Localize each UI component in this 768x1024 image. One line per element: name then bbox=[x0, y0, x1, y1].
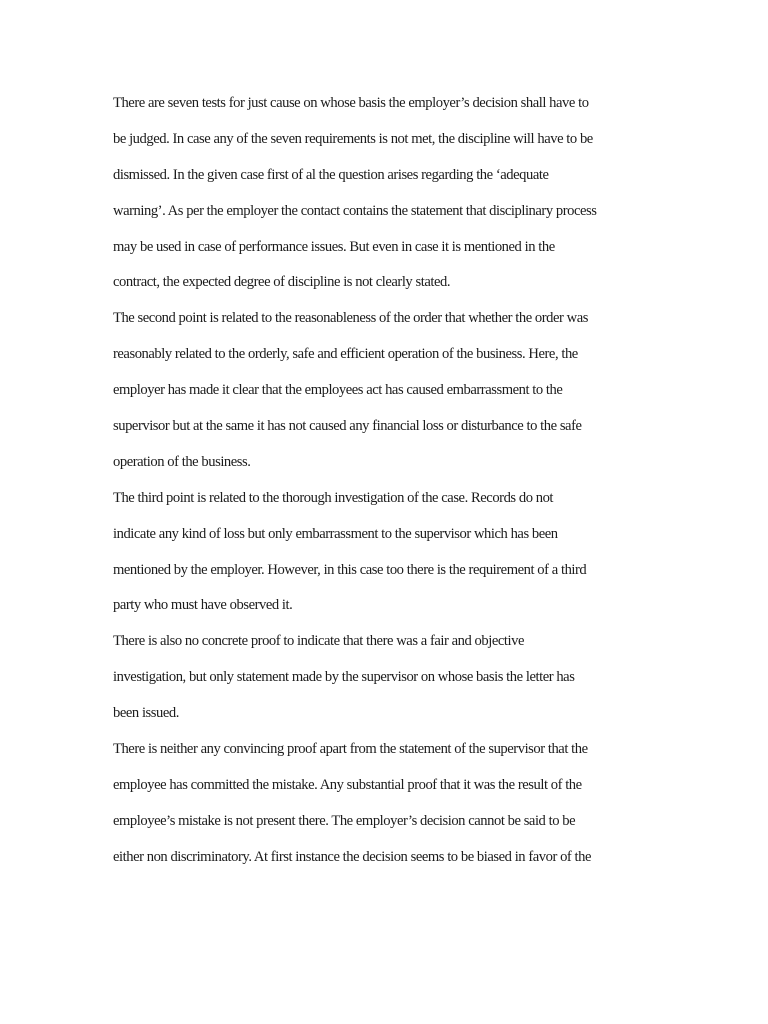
text-line: be judged. In case any of the seven requirements is not met, the discipline will have to be bbox=[113, 130, 593, 147]
text-line: reasonably related to the orderly, safe and efficient operation of the business. Here, the bbox=[113, 346, 578, 363]
text-line: indicate any kind of loss but only embarrassment to the supervisor which has been bbox=[113, 525, 558, 542]
text-line: mentioned by the employer. However, in this case too there is the requirement of a third bbox=[113, 561, 587, 578]
text-line: either non discriminatory. At first instance the decision seems to be biased in favor of the bbox=[113, 848, 592, 865]
text-line: The second point is related to the reasonableness of the order that whether the order was bbox=[113, 310, 589, 327]
paragraph-seven-tests bbox=[113, 90, 658, 305]
paragraph-third-point bbox=[113, 485, 658, 629]
text-line: There is neither any convincing proof apart from the statement of the supervisor that the bbox=[113, 741, 588, 758]
paragraph-second-point bbox=[113, 305, 658, 484]
text-line: contract, the expected degree of discipline is not clearly stated. bbox=[113, 274, 451, 291]
text-line: been issued. bbox=[113, 705, 179, 722]
text-line: warning’. As per the employer the contact contains the statement that disciplinary process bbox=[113, 202, 597, 219]
document-body bbox=[113, 90, 658, 880]
text-line: supervisor but at the same it has not caused any financial loss or disturbance to the safe bbox=[113, 418, 582, 435]
text-line: may be used in case of performance issues. But even in case it is mentioned in the bbox=[113, 238, 555, 255]
text-line: The third point is related to the thorough investigation of the case. Records do not bbox=[113, 489, 554, 506]
text-line: operation of the business. bbox=[113, 453, 251, 470]
text-line: There are seven tests for just cause on whose basis the employer’s decision shall have to bbox=[113, 95, 589, 111]
paragraph-convincing-proof bbox=[113, 736, 658, 880]
text-line: investigation, but only statement made by the supervisor on whose basis the letter has bbox=[113, 669, 575, 686]
text-line: dismissed. In the given case first of al the question arises regarding the ‘adequate bbox=[113, 166, 549, 183]
paragraph-no-concrete-proof bbox=[113, 628, 658, 736]
text-line: employer has made it clear that the employees act has caused embarrassment to the bbox=[113, 382, 563, 399]
text-line: There is also no concrete proof to indicate that there was a fair and objective bbox=[113, 633, 524, 650]
text-line: employee’s mistake is not present there. The employer’s decision cannot be said to be bbox=[113, 812, 576, 829]
text-line: employee has committed the mistake. Any substantial proof that it was the result of the bbox=[113, 776, 582, 793]
text-line: party who must have observed it. bbox=[113, 597, 293, 614]
